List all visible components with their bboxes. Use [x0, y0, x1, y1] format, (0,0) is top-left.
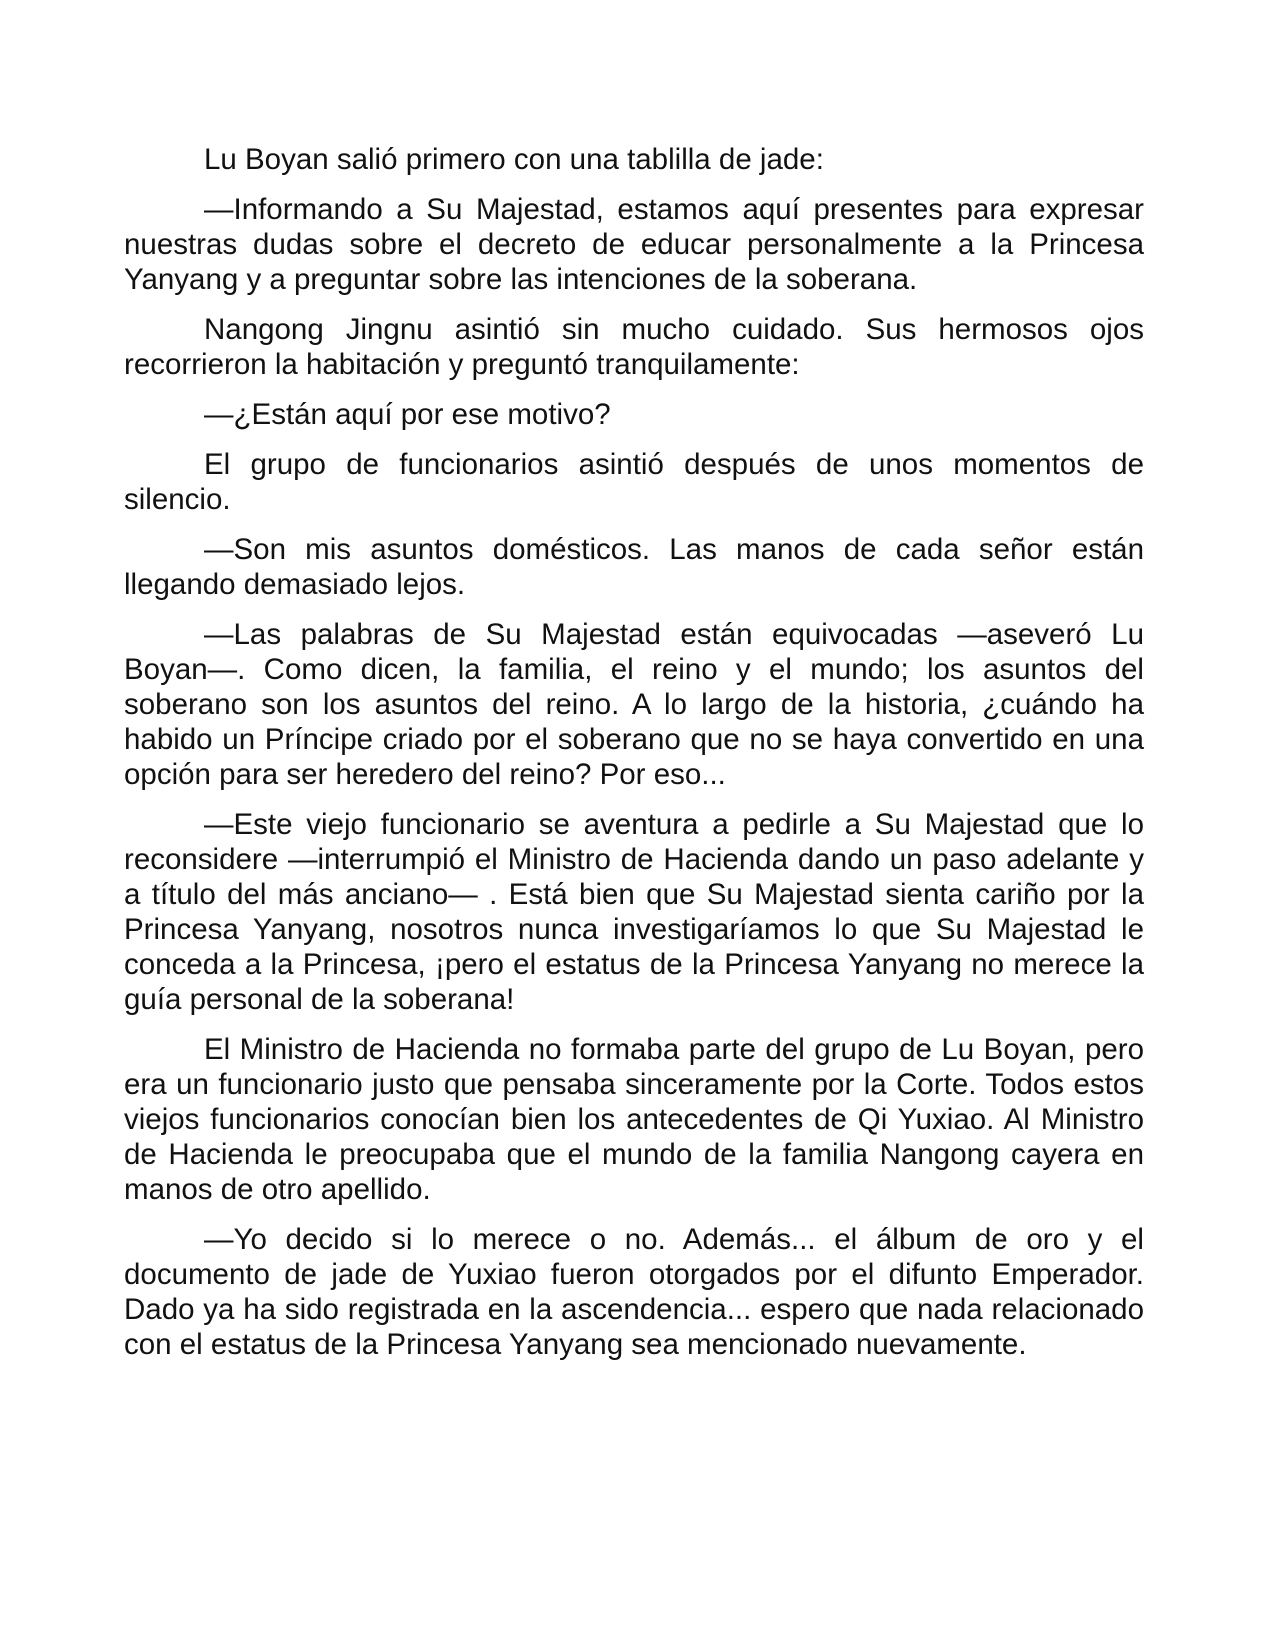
paragraph-9: El Ministro de Hacienda no formaba parte del grupo de Lu Boyan, pero era un funcionario justo que pensaba sinceramente por la Corte. Todos estos viejos funcionarios conocían bien los antecedentes de Qi Yuxiao. Al Ministro de Hacienda le preocupaba que el mundo de la familia Nangong cayera en manos de otro apellido.	[124, 1033, 1144, 1206]
paragraph-1: Lu Boyan salió primero con una tablilla de jade:	[204, 143, 824, 176]
paragraph-5: El grupo de funcionarios asintió después de unos momentos de silencio.	[124, 448, 1144, 516]
paragraph-4: —¿Están aquí por ese motivo?	[204, 398, 611, 431]
paragraph-2: —Informando a Su Majestad, estamos aquí presentes para expresar nuestras dudas sobre el decreto de educar personalmente a la Princesa Yanyang y a preguntar sobre las intenciones de la soberana.	[124, 193, 1144, 296]
paragraph-7: —Las palabras de Su Majestad están equivocadas —aseveró Lu Boyan—. Como dicen, la familia, el reino y el mundo; los asuntos del soberano son los asuntos del reino. A lo largo de la historia, ¿cuándo ha habido un Príncipe criado por el soberano que no se haya convertido en una opción para ser heredero del reino? Por eso...	[124, 618, 1144, 791]
paragraph-3: Nangong Jingnu asintió sin mucho cuidado. Sus hermosos ojos recorrieron la habitación y preguntó tranquilamente:	[124, 313, 1144, 381]
document-page	[124, 142, 1144, 1377]
paragraph-10: —Yo decido si lo merece o no. Además... el álbum de oro y el documento de jade de Yuxiao fueron otorgados por el difunto Emperador. Dado ya ha sido registrada en la ascendencia... espero que nada relacionado con el estatus de la Princesa Yanyang sea mencionado nuevamente.	[124, 1223, 1144, 1361]
paragraph-8: —Este viejo funcionario se aventura a pedirle a Su Majestad que lo reconsidere —interrumpió el Ministro de Hacienda dando un paso adelante y a título del más anciano— . Está bien que Su Majestad sienta cariño por la Princesa Yanyang, nosotros nunca investigaríamos lo que Su Majestad le conceda a la Princesa, ¡pero el estatus de la Princesa Yanyang no merece la guía personal de la soberana!	[124, 808, 1144, 1016]
paragraph-6: —Son mis asuntos domésticos. Las manos de cada señor están llegando demasiado lejos.	[124, 533, 1144, 601]
